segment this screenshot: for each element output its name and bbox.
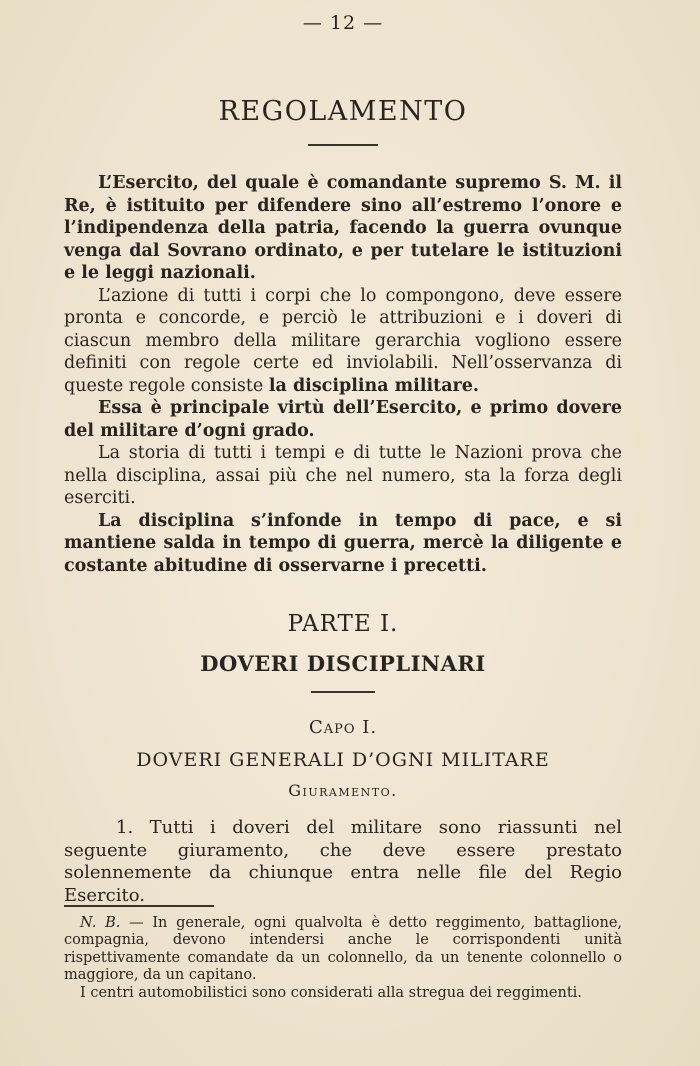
page-number: — 12 — xyxy=(302,12,384,34)
chapter-title: DOVERI GENERALI D’OGNI MILITARE xyxy=(136,749,550,771)
article-1-text: 1. Tutti i doveri del militare sono riassunti nel seguente giuramento, che deve essere prestato solennemente da chiunque entra nelle file del Regio Esercito. xyxy=(64,817,622,906)
footnote-paragraph-2: I centri automobilistici sono considerati alla stregua dei reggimenti. xyxy=(80,984,582,1001)
preamble-paragraph-2-emphasis: la disciplina militare. xyxy=(268,375,479,396)
chapter-label: Capo I. xyxy=(308,717,378,738)
preamble-paragraph-5: La disciplina s’infonde in tempo di pace, e si mantiene salda in tempo di guerra, mercè la diligente e costante abitudine di osservarne i precetti. xyxy=(64,510,622,576)
footnote-divider xyxy=(64,905,214,907)
part-label: PARTE I. xyxy=(287,611,399,637)
section-title: Giuramento. xyxy=(288,781,398,800)
footnote-paragraph-1 xyxy=(64,915,622,985)
document-title: REGOLAMENTO xyxy=(218,96,468,127)
footnote xyxy=(64,915,622,1003)
preamble-paragraph-1: L’Esercito, del quale è comandante supremo S. M. il Re, è istituito per difendere sino all’estremo l’onore e l’indipendenza della patria, facendo la guerra ovunque venga dal Sovrano ordinato, e per tutelare le istituzioni e le leggi nazionali. xyxy=(64,173,622,283)
preamble-paragraph-4: La storia di tutti i tempi e di tutte le Nazioni prova che nella disciplina, assai più che nel numero, sta la forza degli eserciti. xyxy=(64,443,622,508)
preamble-paragraph-2-text: L’azione di tutti i corpi che lo compongono, deve essere pronta e concorde, e perciò le attribuzioni e i doveri di ciascun membro della militare gerarchia vogliono essere definiti con regole certe ed inviolabili. Nell’osservanza di queste regole consiste xyxy=(64,285,622,396)
title-divider xyxy=(308,144,378,146)
preamble xyxy=(64,172,622,577)
footnote-text-1: — In generale, ogni qualvolta è detto reggimento, battaglione, compagnia, devono intendersi anche le corrispondenti unità rispettivamente comandate da un colonnello, da un tenente colonnello o maggiore, da un capitano. xyxy=(64,914,623,983)
footnote-nb-label: N. B. xyxy=(80,914,121,931)
part-divider xyxy=(311,691,375,693)
article-1 xyxy=(64,817,622,907)
preamble-paragraph-2 xyxy=(64,285,622,398)
part-title: DOVERI DISCIPLINARI xyxy=(200,651,486,676)
footnote-area xyxy=(64,905,622,1002)
preamble-paragraph-3: Essa è principale virtù dell’Esercito, e primo dovere del militare d’ogni grado. xyxy=(64,398,622,441)
